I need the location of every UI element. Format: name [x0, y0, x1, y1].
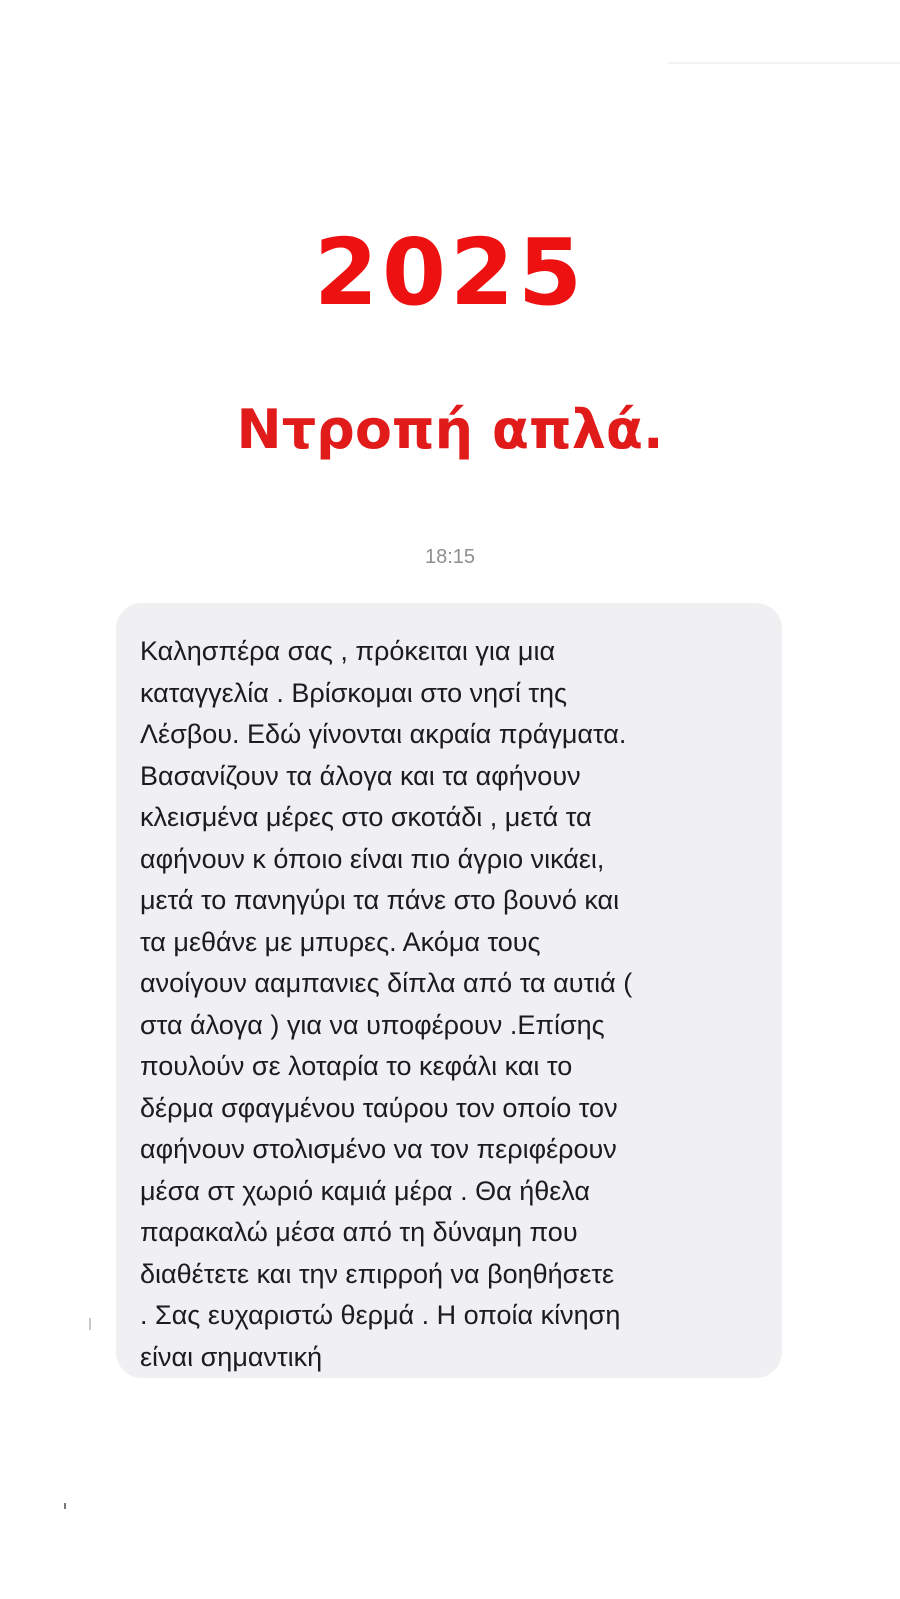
headline-year: 2025: [313, 219, 587, 326]
edge-mark: [89, 1318, 91, 1330]
headline-subtitle: Ντροπή απλά.: [236, 398, 664, 461]
message-bubble[interactable]: [116, 603, 782, 1378]
message-timestamp: 18:15: [424, 546, 476, 568]
edge-mark: [64, 1503, 66, 1509]
message-text: Καλησπέρα σας , πρόκειται για μια καταγγελία . Βρίσκομαι στο νησί της Λέσβου. Εδώ γίνονται ακραία πράγματα. Βασανίζουν τα άλογα και τα αφήνουν κλεισμένα μέρες στο σκοτάδι , μετά τα αφήνουν κ όποιο είναι πιο άγριο νικάει, μετά το πανηγύρι τα πάνε στο βουνό και τα μεθάνε με μπυρες. Ακόμα τους ανοίγουν ααμπανιες δίπλα από τα αυτιά ( στα άλογα ) για να υποφέρουν .Επίσης πουλούν σε λοταρία το κεφάλι και το δέρμα σφαγμένου ταύρου τον οποίο τον αφήνουν στολισμένο να τον περιφέρουν μέσα στ χωριό καμιά μέρα . Θα ήθελα παρακαλώ μέσα από τη δύναμη που διαθέτετε και την επιρροή να βοηθήσετε . Σας ευχαριστώ θερμά . Η οποία κίνηση είναι σημαντική: [140, 636, 633, 1372]
top-divider: [668, 62, 900, 64]
